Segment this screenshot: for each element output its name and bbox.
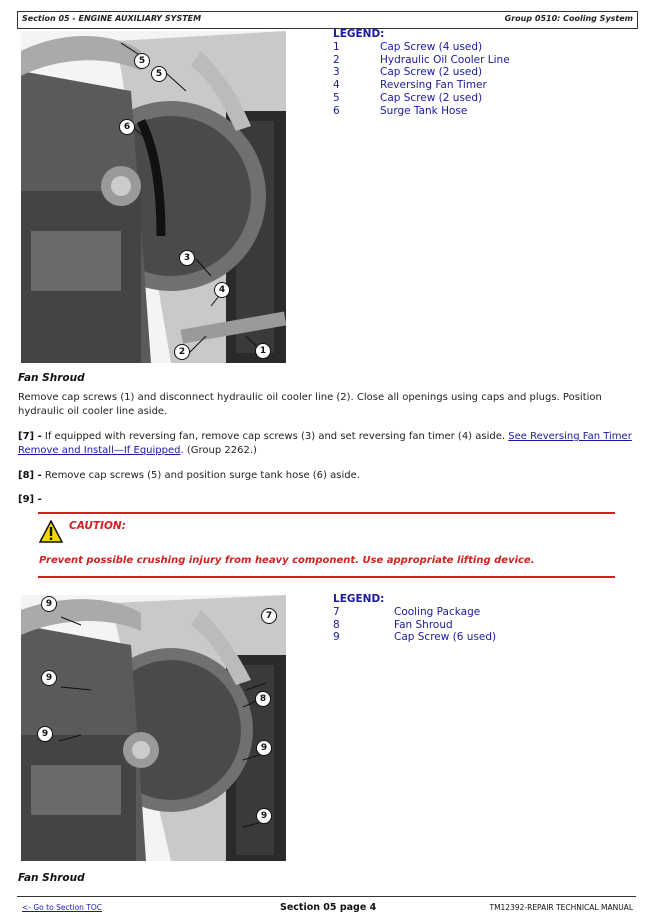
- callout-4: 4: [214, 282, 230, 298]
- legend-label: Cap Screw (2 used): [380, 91, 483, 104]
- callout-9c: 9: [37, 726, 53, 742]
- legend-1: [333, 28, 633, 118]
- caution-top-rule: [38, 512, 615, 514]
- legend-num: 1: [333, 40, 340, 53]
- header-section: Section 05 - ENGINE AUXILIARY SYSTEM: [22, 14, 202, 23]
- step-7-body: If equipped with reversing fan, remove cap screws (3) and set reversing fan timer (4) aside.: [41, 431, 509, 442]
- footer-rule: [17, 896, 636, 897]
- caution-text: Prevent possible crushing injury from heavy component. Use appropriate lifting device.: [39, 555, 535, 566]
- step-7-text: [18, 430, 633, 457]
- step-8-number: [8] -: [18, 470, 42, 481]
- legend-label: Cap Screw (6 used): [394, 631, 497, 644]
- legend-label: Hydraulic Oil Cooler Line: [380, 53, 510, 66]
- reversing-fan-timer-link[interactable]: See Reversing Fan Timer Remove and Install—If Equipped: [18, 431, 632, 456]
- legend-label: Cooling Package: [394, 605, 481, 618]
- callout-5a: 5: [134, 53, 150, 69]
- legend-label: Cap Screw (2 used): [380, 66, 483, 79]
- step-7-tail: . (Group 2262.): [180, 444, 257, 456]
- step-8-body: Remove cap screws (5) and position surge tank hose (6) aside.: [41, 470, 360, 481]
- page-header: [17, 11, 638, 29]
- legend-label: Cap Screw (4 used): [380, 40, 483, 53]
- manual-title: TM12392-REPAIR TECHNICAL MANUAL: [489, 903, 633, 912]
- legend-1-item: [333, 92, 633, 105]
- header-group: Group 0510: Cooling System: [504, 14, 633, 23]
- callout-7: 7: [261, 608, 277, 624]
- callout-9b: 9: [41, 670, 57, 686]
- engine-illustration-2: [21, 595, 286, 861]
- legend-1-item: [333, 66, 633, 79]
- caution-bottom-rule: [38, 576, 615, 578]
- legend-1-item: [333, 105, 633, 118]
- figure-2-caption: Fan Shroud: [18, 872, 85, 884]
- legend-2-title: LEGEND:: [333, 593, 385, 605]
- callout-3: 3: [179, 250, 195, 266]
- callout-9d: 9: [256, 740, 272, 756]
- caution-title: CAUTION:: [69, 520, 126, 532]
- warning-triangle-icon: [39, 520, 63, 544]
- callout-5b: 5: [151, 66, 167, 82]
- callout-9a: 9: [41, 596, 57, 612]
- legend-1-item: [333, 79, 633, 92]
- legend-2-item: [333, 606, 633, 619]
- step-8-text: [18, 469, 633, 483]
- legend-num: 2: [333, 53, 340, 66]
- engine-illustration-1: [21, 31, 286, 363]
- legend-label: Surge Tank Hose: [380, 104, 468, 117]
- legend-num: 4: [333, 79, 340, 92]
- step-9-number: [9] -: [18, 494, 42, 505]
- callout-8: 8: [255, 691, 271, 707]
- legend-label: Reversing Fan Timer: [380, 79, 487, 92]
- step-6-text: [18, 391, 633, 418]
- step-6-body: Remove cap screws (1) and disconnect hydraulic oil cooler line (2). Close all openings using caps and plugs. Position hydraulic oil cooler line aside.: [18, 392, 602, 417]
- figure-1-caption: Fan Shroud: [18, 372, 85, 384]
- legend-2-item: [333, 631, 633, 644]
- legend-label: Fan Shroud: [394, 618, 453, 631]
- legend-num: 8: [333, 618, 340, 631]
- legend-1-title: LEGEND:: [333, 28, 385, 40]
- callout-6: 6: [119, 119, 135, 135]
- legend-num: 9: [333, 631, 340, 644]
- legend-2-item: [333, 619, 633, 632]
- step-9-text: [18, 493, 42, 507]
- callout-2: 2: [174, 344, 190, 360]
- step-7-number: [7] -: [18, 431, 42, 442]
- callout-9e: 9: [256, 808, 272, 824]
- callout-1: 1: [255, 343, 271, 359]
- legend-1-item: [333, 41, 633, 54]
- legend-1-item: [333, 54, 633, 67]
- legend-num: 5: [333, 91, 340, 104]
- legend-num: 6: [333, 104, 340, 117]
- legend-num: 3: [333, 66, 340, 79]
- go-to-section-toc-link[interactable]: <- Go to Section TOC: [22, 903, 103, 912]
- legend-2: [333, 593, 633, 644]
- page-number: Section 05 page 4: [280, 902, 377, 913]
- figure-2-fan-shroud: [21, 595, 286, 861]
- figure-1-fan-shroud: [21, 31, 286, 363]
- legend-num: 7: [333, 605, 340, 618]
